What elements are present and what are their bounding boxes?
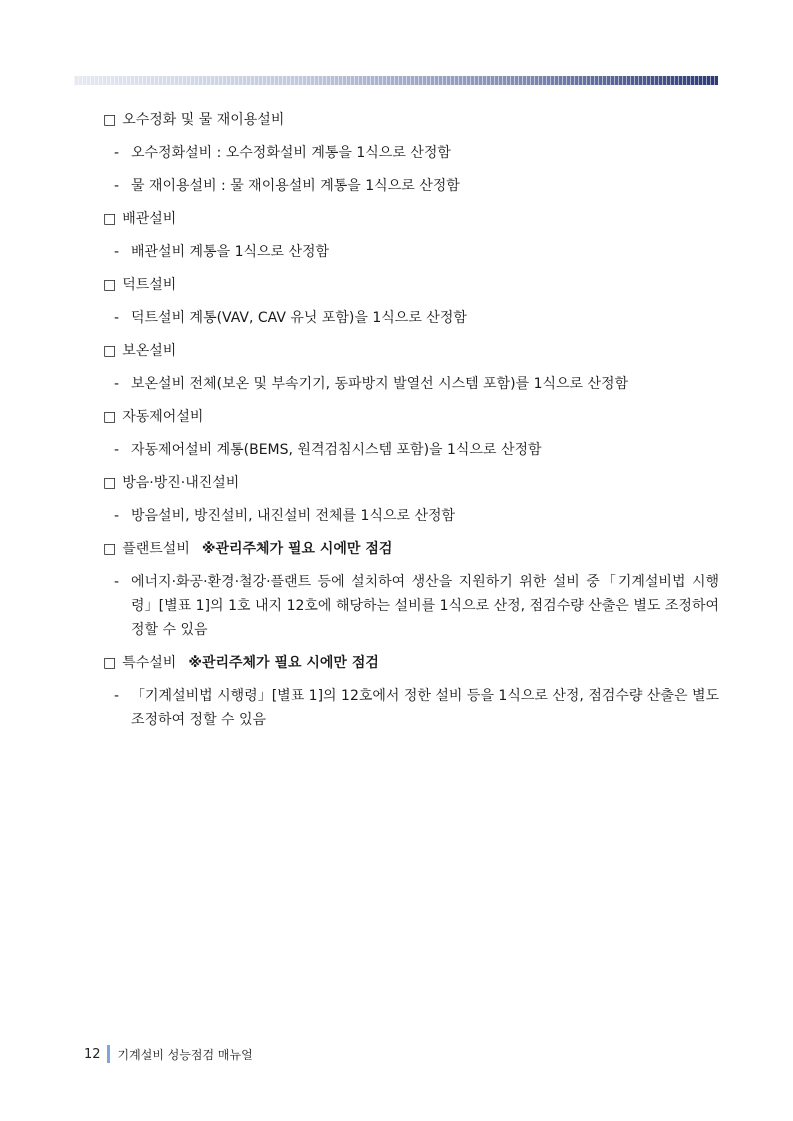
section-title: 오수정화 및 물 재이용설비	[122, 112, 285, 128]
list-item	[103, 684, 719, 732]
dash-bullet: -	[114, 574, 120, 590]
list-item	[103, 306, 719, 330]
item-text: 에너지·화공·환경·철강·플랜트 등에 설치하여 생산을 지원하기 위한 설비 중「기계설비법 시행령」[별표 1]의 1호 내지 12호에 해당하는 설비를 1식으로 산정, 점검수량 산출은 별도 조정하여 정할 수 있음	[131, 574, 719, 638]
inspection-note: ※관리주체가 필요 시에만 점검	[188, 655, 379, 671]
section-title: 보온설비	[122, 343, 177, 359]
section-heading	[103, 339, 719, 363]
list-item	[103, 570, 719, 642]
section-title: 자동제어설비	[122, 409, 204, 425]
document-body	[103, 108, 719, 732]
section-title: 방음·방진·내진설비	[122, 475, 240, 491]
checkbox-bullet-icon: □	[103, 112, 117, 128]
inspection-note: ※관리주체가 필요 시에만 점검	[201, 541, 393, 557]
section-heading	[103, 273, 719, 297]
item-text: 오수정화설비 : 오수정화설비 계통을 1식으로 산정함	[131, 145, 451, 161]
item-text: 덕트설비 계통(VAV, CAV 유닛 포함)을 1식으로 산정함	[131, 310, 467, 326]
dash-bullet: -	[114, 145, 120, 161]
section-heading	[103, 471, 719, 495]
item-text: 보온설비 전체(보온 및 부속기기, 동파방지 발열선 시스템 포함)를 1식으로 산정함	[131, 376, 629, 392]
section-heading	[103, 405, 719, 429]
section-heading	[103, 108, 719, 132]
list-item	[103, 240, 719, 264]
list-item	[103, 174, 719, 198]
checkbox-bullet-icon: □	[103, 211, 117, 227]
dash-bullet: -	[114, 442, 120, 458]
section-title: 특수설비	[122, 655, 177, 671]
dash-bullet: -	[114, 688, 120, 704]
dash-bullet: -	[114, 376, 120, 392]
item-text: 자동제어설비 계통(BEMS, 원격검침시스템 포함)을 1식으로 산정함	[131, 442, 542, 458]
section-heading	[103, 651, 719, 675]
item-text: 물 재이용설비 : 물 재이용설비 계통을 1식으로 산정함	[131, 178, 460, 194]
checkbox-bullet-icon: □	[103, 277, 117, 293]
checkbox-bullet-icon: □	[103, 409, 117, 425]
checkbox-bullet-icon: □	[103, 343, 117, 359]
dash-bullet: -	[114, 244, 120, 260]
page-footer	[84, 1043, 253, 1065]
page-number: 12	[84, 1046, 101, 1062]
list-item	[103, 372, 719, 396]
checkbox-bullet-icon: □	[103, 541, 117, 557]
list-item	[103, 141, 719, 165]
item-text: 방음설비, 방진설비, 내진설비 전체를 1식으로 산정함	[131, 508, 456, 524]
footer-title: 기계설비 성능점검 매뉴얼	[117, 1047, 253, 1062]
dash-bullet: -	[114, 310, 120, 326]
item-text: 「기계설비법 시행령」[별표 1]의 12호에서 정한 설비 등을 1식으로 산정, 점검수량 산출은 별도 조정하여 정할 수 있음	[131, 688, 719, 728]
section-title: 덕트설비	[122, 277, 177, 293]
section-title: 배관설비	[122, 211, 177, 227]
dash-bullet: -	[114, 508, 120, 524]
section-heading	[103, 207, 719, 231]
header-decorative-bar	[74, 76, 718, 85]
list-item	[103, 504, 719, 528]
section-heading	[103, 537, 719, 561]
section-title: 플랜트설비	[122, 541, 190, 557]
list-item	[103, 438, 719, 462]
item-text: 배관설비 계통을 1식으로 산정함	[131, 244, 330, 260]
footer-divider	[107, 1045, 110, 1063]
checkbox-bullet-icon: □	[103, 475, 117, 491]
checkbox-bullet-icon: □	[103, 655, 117, 671]
dash-bullet: -	[114, 178, 120, 194]
